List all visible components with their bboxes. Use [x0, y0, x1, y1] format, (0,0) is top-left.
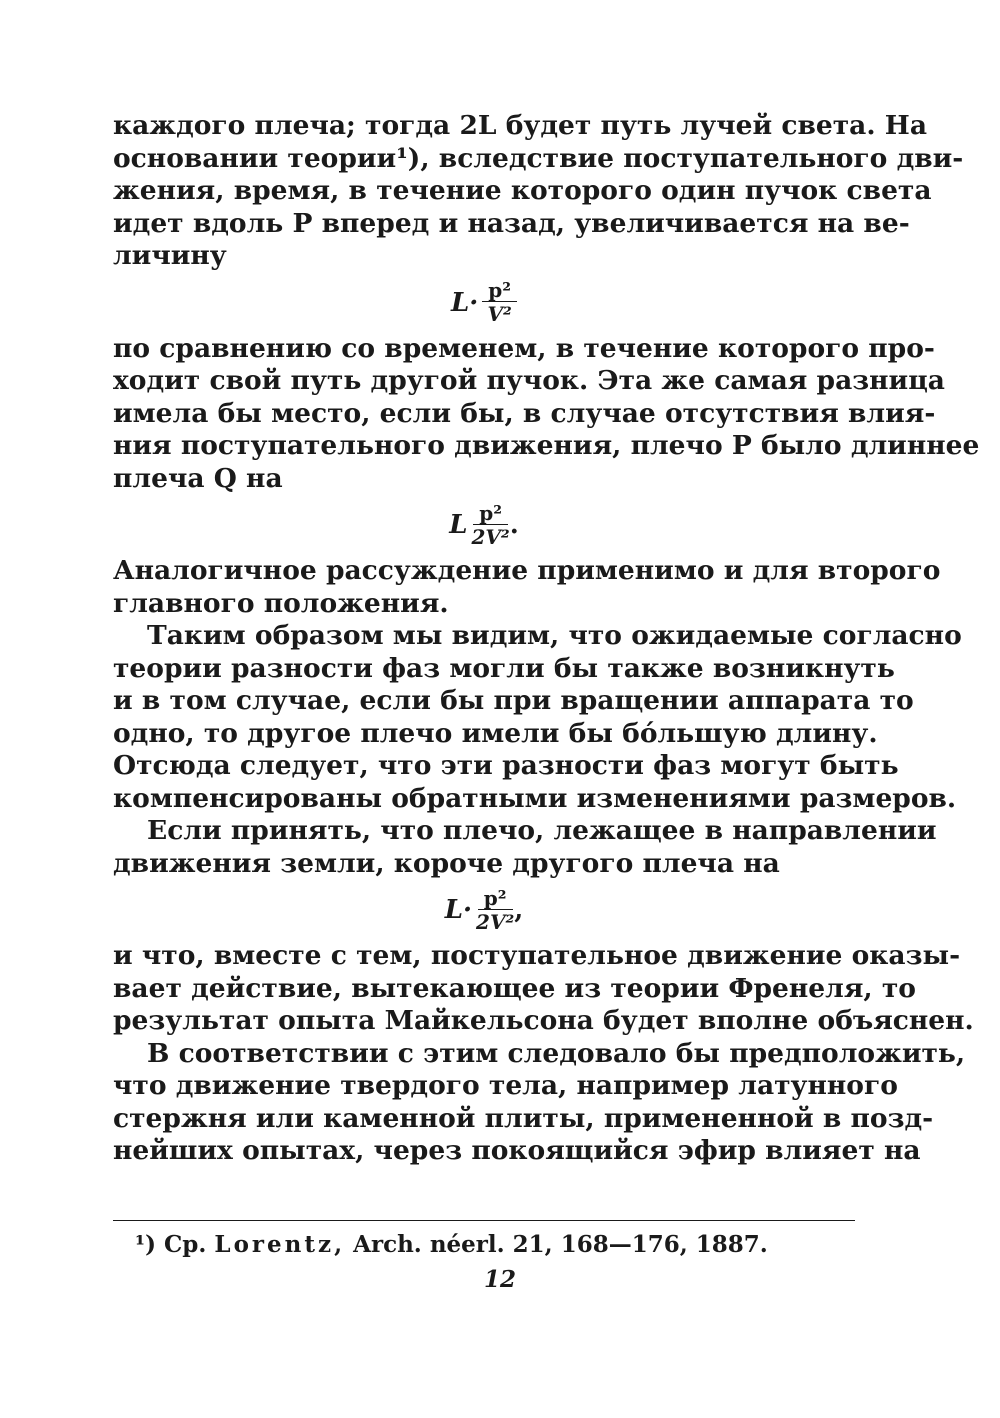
- fraction-numerator: p²: [473, 502, 508, 525]
- formula-1: [113, 273, 855, 333]
- text-line: движения земли, короче другого плеча на: [113, 847, 780, 879]
- formula-3: [113, 880, 855, 940]
- footnote-prefix: Ср.: [163, 1231, 207, 1258]
- text-line: Отсюда следует, что эти разности фаз могут быть: [113, 750, 899, 781]
- text-line: жения, время, в течение которого один пучок света: [113, 175, 932, 206]
- text-line: главного положения.: [113, 587, 449, 619]
- text-line: стержня или каменной плиты, примененной в позд-: [113, 1102, 934, 1134]
- page-number: 12: [483, 1266, 516, 1293]
- footnote: [135, 1230, 768, 1260]
- text-line: имела бы место, если бы, в случае отсутствия влия-: [113, 397, 936, 429]
- fraction-numerator: p²: [482, 279, 517, 302]
- text-line: нейших опытах, через покоящийся эфир влияет на: [113, 1135, 921, 1166]
- page-body: [113, 110, 980, 1168]
- formula-2: [113, 495, 855, 555]
- text-line: одно, то другое плечо имели бы бóльшую длину.: [113, 717, 878, 749]
- text-line: идет вдоль P вперед и назад, увеличивается на ве-: [113, 207, 910, 239]
- text-line: результат опыта Майкельсона будет вполне объяснен.: [113, 1005, 974, 1036]
- fraction-denominator: 2V²: [476, 909, 515, 934]
- footnote-mark: ¹): [135, 1231, 156, 1258]
- text-line: личину: [113, 240, 227, 271]
- formula-lhs: L·: [444, 895, 473, 925]
- text-line: Таким образом мы видим, что ожидаемые согласно: [147, 620, 962, 651]
- text-line: ния поступательного движения, плечо P было длиннее: [113, 430, 980, 461]
- text-line: каждого плеча; тогда 2L будет путь лучей света. На: [113, 110, 927, 141]
- fraction-numerator: p²: [478, 887, 513, 910]
- fraction: [476, 887, 514, 934]
- fraction-denominator: 2V²: [471, 524, 510, 549]
- text-line: плеча Q на: [113, 462, 283, 494]
- text-line: и в том случае, если бы при вращении аппарата то: [113, 685, 914, 716]
- footnote-reference: Arch. néerl. 21, 168—176, 1887.: [353, 1231, 768, 1258]
- text-line: Если принять, что плечо, лежащее в направлении: [147, 815, 937, 846]
- formula-tail: .: [509, 510, 519, 540]
- text-line: теории разности фаз могли бы также возникнуть: [113, 652, 895, 684]
- formula-lhs: L·: [450, 287, 479, 318]
- formula-tail: ,: [514, 895, 524, 925]
- text-line: ходит свой путь другой пучок. Эта же самая разница: [113, 365, 945, 396]
- fraction: [482, 279, 517, 326]
- formula-lhs: L: [449, 510, 468, 540]
- text-line: по сравнению со временем, в течение которого про-: [113, 332, 935, 364]
- text-line: что движение твердого тела, например латунного: [113, 1070, 898, 1101]
- text-line: компенсированы обратными изменениями размеров.: [113, 782, 957, 814]
- footnote-author: Lorentz,: [214, 1231, 346, 1258]
- text-line: вает действие, вытекающее из теории Френеля, то: [113, 972, 916, 1004]
- text-line: основании теории¹), вследствие поступательного дви-: [113, 142, 964, 174]
- footnote-rule: [113, 1220, 855, 1221]
- text-line: Аналогичное рассуждение применимо и для второго: [113, 555, 941, 586]
- text-line: В соответствии с этим следовало бы предположить,: [147, 1037, 966, 1069]
- text-line: и что, вместе с тем, поступательное движение оказы-: [113, 940, 961, 971]
- fraction-denominator: V²: [487, 302, 512, 326]
- fraction: [472, 502, 510, 549]
